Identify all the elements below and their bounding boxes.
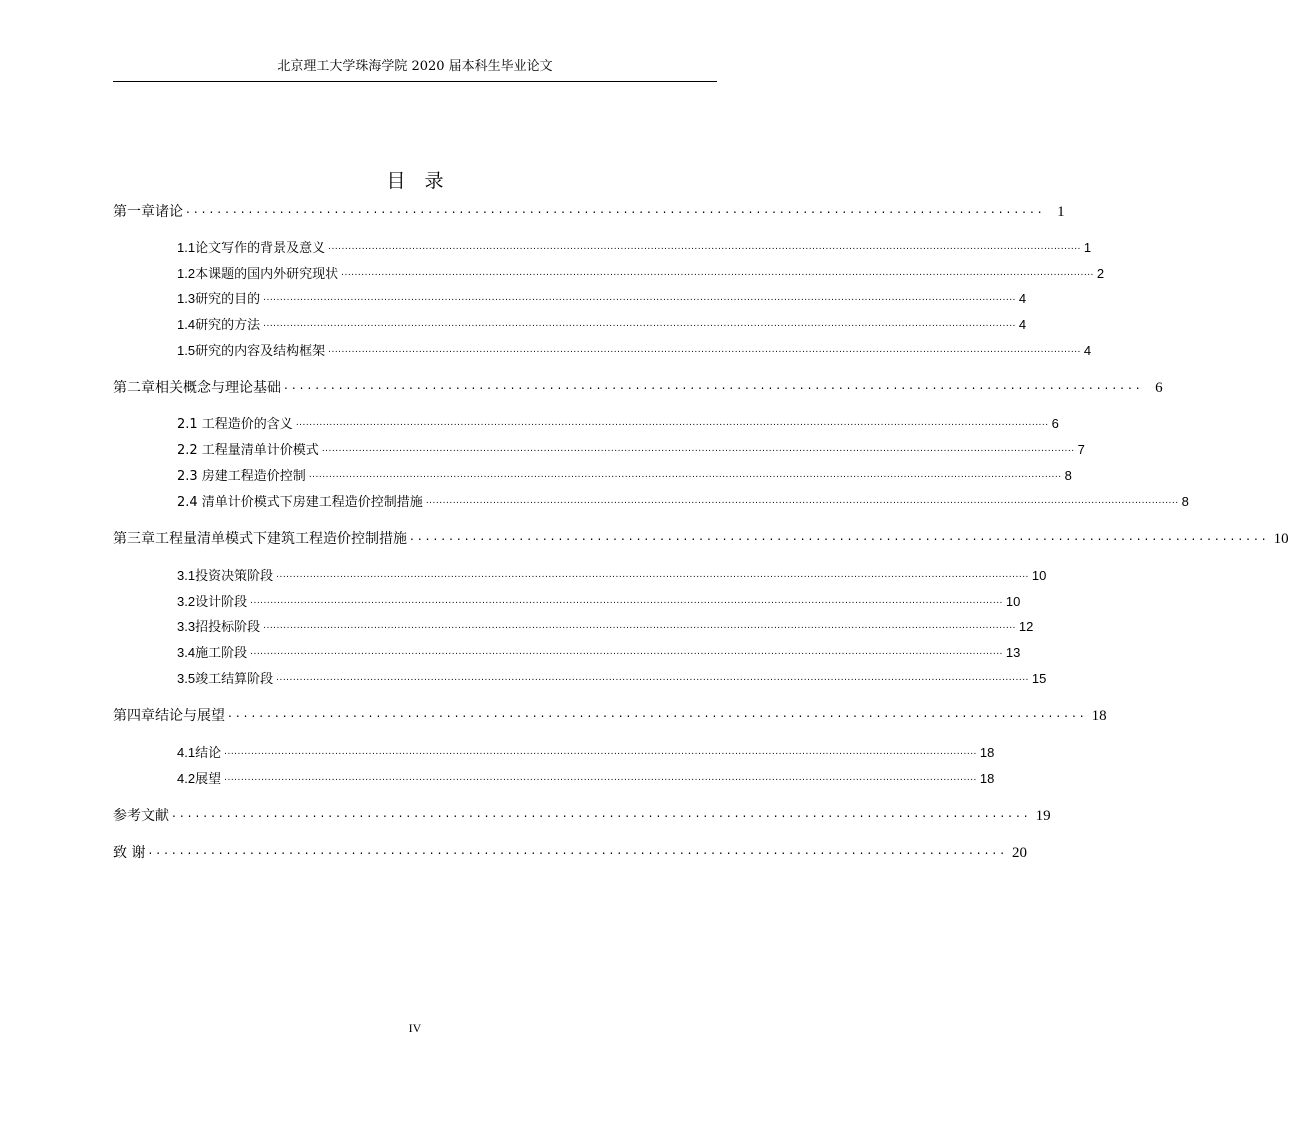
toc-entry-3-5[interactable]: [177, 668, 1047, 690]
toc-entry-2-3[interactable]: [177, 465, 1072, 487]
toc-entry-3-2[interactable]: [177, 591, 1021, 613]
page-number: 20: [1012, 845, 1028, 861]
page-number: 8: [1181, 494, 1189, 509]
section-number: 3.1: [177, 568, 196, 583]
section-title: 2.2 工程量清单计价模式: [177, 443, 319, 458]
running-header: 北京理工大学珠海学院 2020 届本科生毕业论文: [277, 59, 553, 74]
dot-leader: ................................................................................................................................................................................................................................: [328, 242, 1081, 252]
dot-leader: ................................................................................................................................................................................................................................: [321, 444, 1075, 454]
page-number: 19: [1035, 808, 1051, 824]
page-number: 13: [1005, 645, 1021, 660]
toc-entry-1-4[interactable]: [177, 314, 1027, 336]
section-title: 设计阶段: [195, 595, 248, 610]
toc-entry-acknowledgements[interactable]: [113, 842, 1028, 864]
toc-entry-1-2[interactable]: [177, 263, 1105, 285]
section-title: 结论: [195, 746, 222, 761]
section-number: 4.1: [177, 745, 196, 760]
dot-leader: ................................................................................................................................................................................................................................: [263, 621, 1016, 631]
chapter-title: 参考文献: [113, 808, 169, 824]
chapter-title: 致 谢: [113, 845, 146, 861]
section-title: 研究的内容及结构框架: [195, 344, 326, 359]
dot-leader: ................................................................................................................................................................................................................................: [341, 268, 1094, 278]
section-number: 1.2: [177, 266, 196, 281]
page-number: 8: [1064, 468, 1072, 483]
dot-leader: ..............................................................................................................: [228, 706, 1088, 720]
page-number: 7: [1077, 442, 1085, 457]
toc-entry-references[interactable]: [113, 805, 1051, 827]
toc-entry-4-2[interactable]: [177, 768, 995, 790]
dot-leader: ................................................................................................................................................................................................................................: [250, 596, 1003, 606]
section-title: 2.1 工程造价的含义: [177, 417, 293, 432]
section-number: 1.4: [177, 317, 196, 332]
page-number: 4: [1018, 317, 1027, 332]
page-number: 1: [1083, 240, 1092, 255]
toc-entry-chapter-3[interactable]: [113, 528, 1289, 550]
toc-entry-1-5[interactable]: [177, 340, 1092, 362]
dot-leader: ................................................................................................................................................................................................................................: [425, 496, 1179, 506]
page-number: 4: [1083, 343, 1092, 358]
dot-leader: ................................................................................................................................................................................................................................: [263, 293, 1016, 303]
section-title: 招投标阶段: [195, 620, 261, 635]
section-number: 3.5: [177, 671, 196, 686]
dot-leader: ................................................................................................................................................................................................................................: [250, 647, 1003, 657]
page-number: 18: [979, 771, 995, 786]
section-title: 施工阶段: [195, 646, 248, 661]
chapter-title: 诸论: [155, 204, 183, 220]
page-number: 15: [1031, 671, 1047, 686]
toc-entry-4-1[interactable]: [177, 742, 995, 764]
dot-leader: ..............................................................................................................: [172, 806, 1032, 820]
toc-entry-2-2[interactable]: [177, 439, 1085, 461]
dot-leader: ................................................................................................................................................................................................................................: [295, 418, 1049, 428]
section-number: 3.3: [177, 619, 196, 634]
chapter-number: 第二章: [113, 380, 155, 396]
page-number: 6: [1051, 416, 1059, 431]
page-number: 10: [1031, 568, 1047, 583]
toc-entry-1-1[interactable]: [177, 237, 1092, 259]
section-title: 研究的目的: [195, 292, 261, 307]
chapter-number: 第四章: [113, 708, 155, 724]
section-title: 论文写作的背景及意义: [195, 241, 326, 256]
footer-page-number: IV: [408, 1021, 422, 1035]
section-title: 投资决策阶段: [195, 569, 274, 584]
dot-leader: ..............................................................................................................: [284, 378, 1144, 392]
toc-entry-3-4[interactable]: [177, 642, 1021, 664]
dot-leader: ................................................................................................................................................................................................................................: [308, 470, 1062, 480]
section-number: 1.5: [177, 343, 196, 358]
section-number: 4.2: [177, 771, 196, 786]
chapter-number: 第一章: [113, 204, 155, 220]
section-number: 1.3: [177, 291, 196, 306]
dot-leader: ................................................................................................................................................................................................................................: [224, 747, 977, 757]
section-number: 3.4: [177, 645, 196, 660]
dot-leader: ................................................................................................................................................................................................................................: [263, 319, 1016, 329]
section-title: 2.3 房建工程造价控制: [177, 469, 306, 484]
dot-leader: ................................................................................................................................................................................................................................: [276, 673, 1029, 683]
dot-leader: ..............................................................................................................: [410, 529, 1270, 543]
dot-leader: ..............................................................................................................: [148, 843, 1009, 857]
section-title: 展望: [195, 772, 222, 787]
chapter-title: 相关概念与理论基础: [155, 380, 281, 396]
page-number: 6: [1155, 380, 1163, 396]
section-title: 研究的方法: [195, 318, 261, 333]
page-number: 4: [1018, 291, 1027, 306]
page-number: 10: [1005, 594, 1021, 609]
header-rule: [113, 81, 717, 82]
dot-leader: ................................................................................................................................................................................................................................: [328, 345, 1081, 355]
toc-entry-1-3[interactable]: [177, 288, 1027, 310]
page-number: 18: [1091, 708, 1107, 724]
chapter-title: 结论与展望: [155, 708, 225, 724]
section-number: 1.1: [177, 240, 196, 255]
page-number: 10: [1273, 531, 1289, 547]
toc-entry-2-1[interactable]: [177, 413, 1059, 435]
section-title: 本课题的国内外研究现状: [195, 267, 339, 282]
toc-entry-3-1[interactable]: [177, 565, 1047, 587]
page-number: 1: [1057, 204, 1065, 220]
page-number: 2: [1096, 266, 1105, 281]
chapter-title: 工程量清单模式下建筑工程造价控制措施: [155, 531, 407, 547]
dot-leader: ..............................................................................................................: [186, 202, 1046, 216]
page-number: 12: [1018, 619, 1034, 634]
section-title: 竣工结算阶段: [195, 672, 274, 687]
toc-title: 目 录: [386, 170, 444, 192]
chapter-number: 第三章: [113, 531, 155, 547]
toc-entry-chapter-4[interactable]: [113, 705, 1107, 727]
toc-entry-2-4[interactable]: [177, 491, 1189, 513]
section-number: 3.2: [177, 594, 196, 609]
dot-leader: ................................................................................................................................................................................................................................: [276, 570, 1029, 580]
toc-entry-chapter-1[interactable]: [113, 201, 1065, 223]
toc-entry-3-3[interactable]: [177, 616, 1034, 638]
page-number: 18: [979, 745, 995, 760]
dot-leader: ................................................................................................................................................................................................................................: [224, 773, 977, 783]
section-title: 2.4 清单计价模式下房建工程造价控制措施: [177, 495, 423, 510]
toc-entry-chapter-2[interactable]: [113, 377, 1163, 399]
